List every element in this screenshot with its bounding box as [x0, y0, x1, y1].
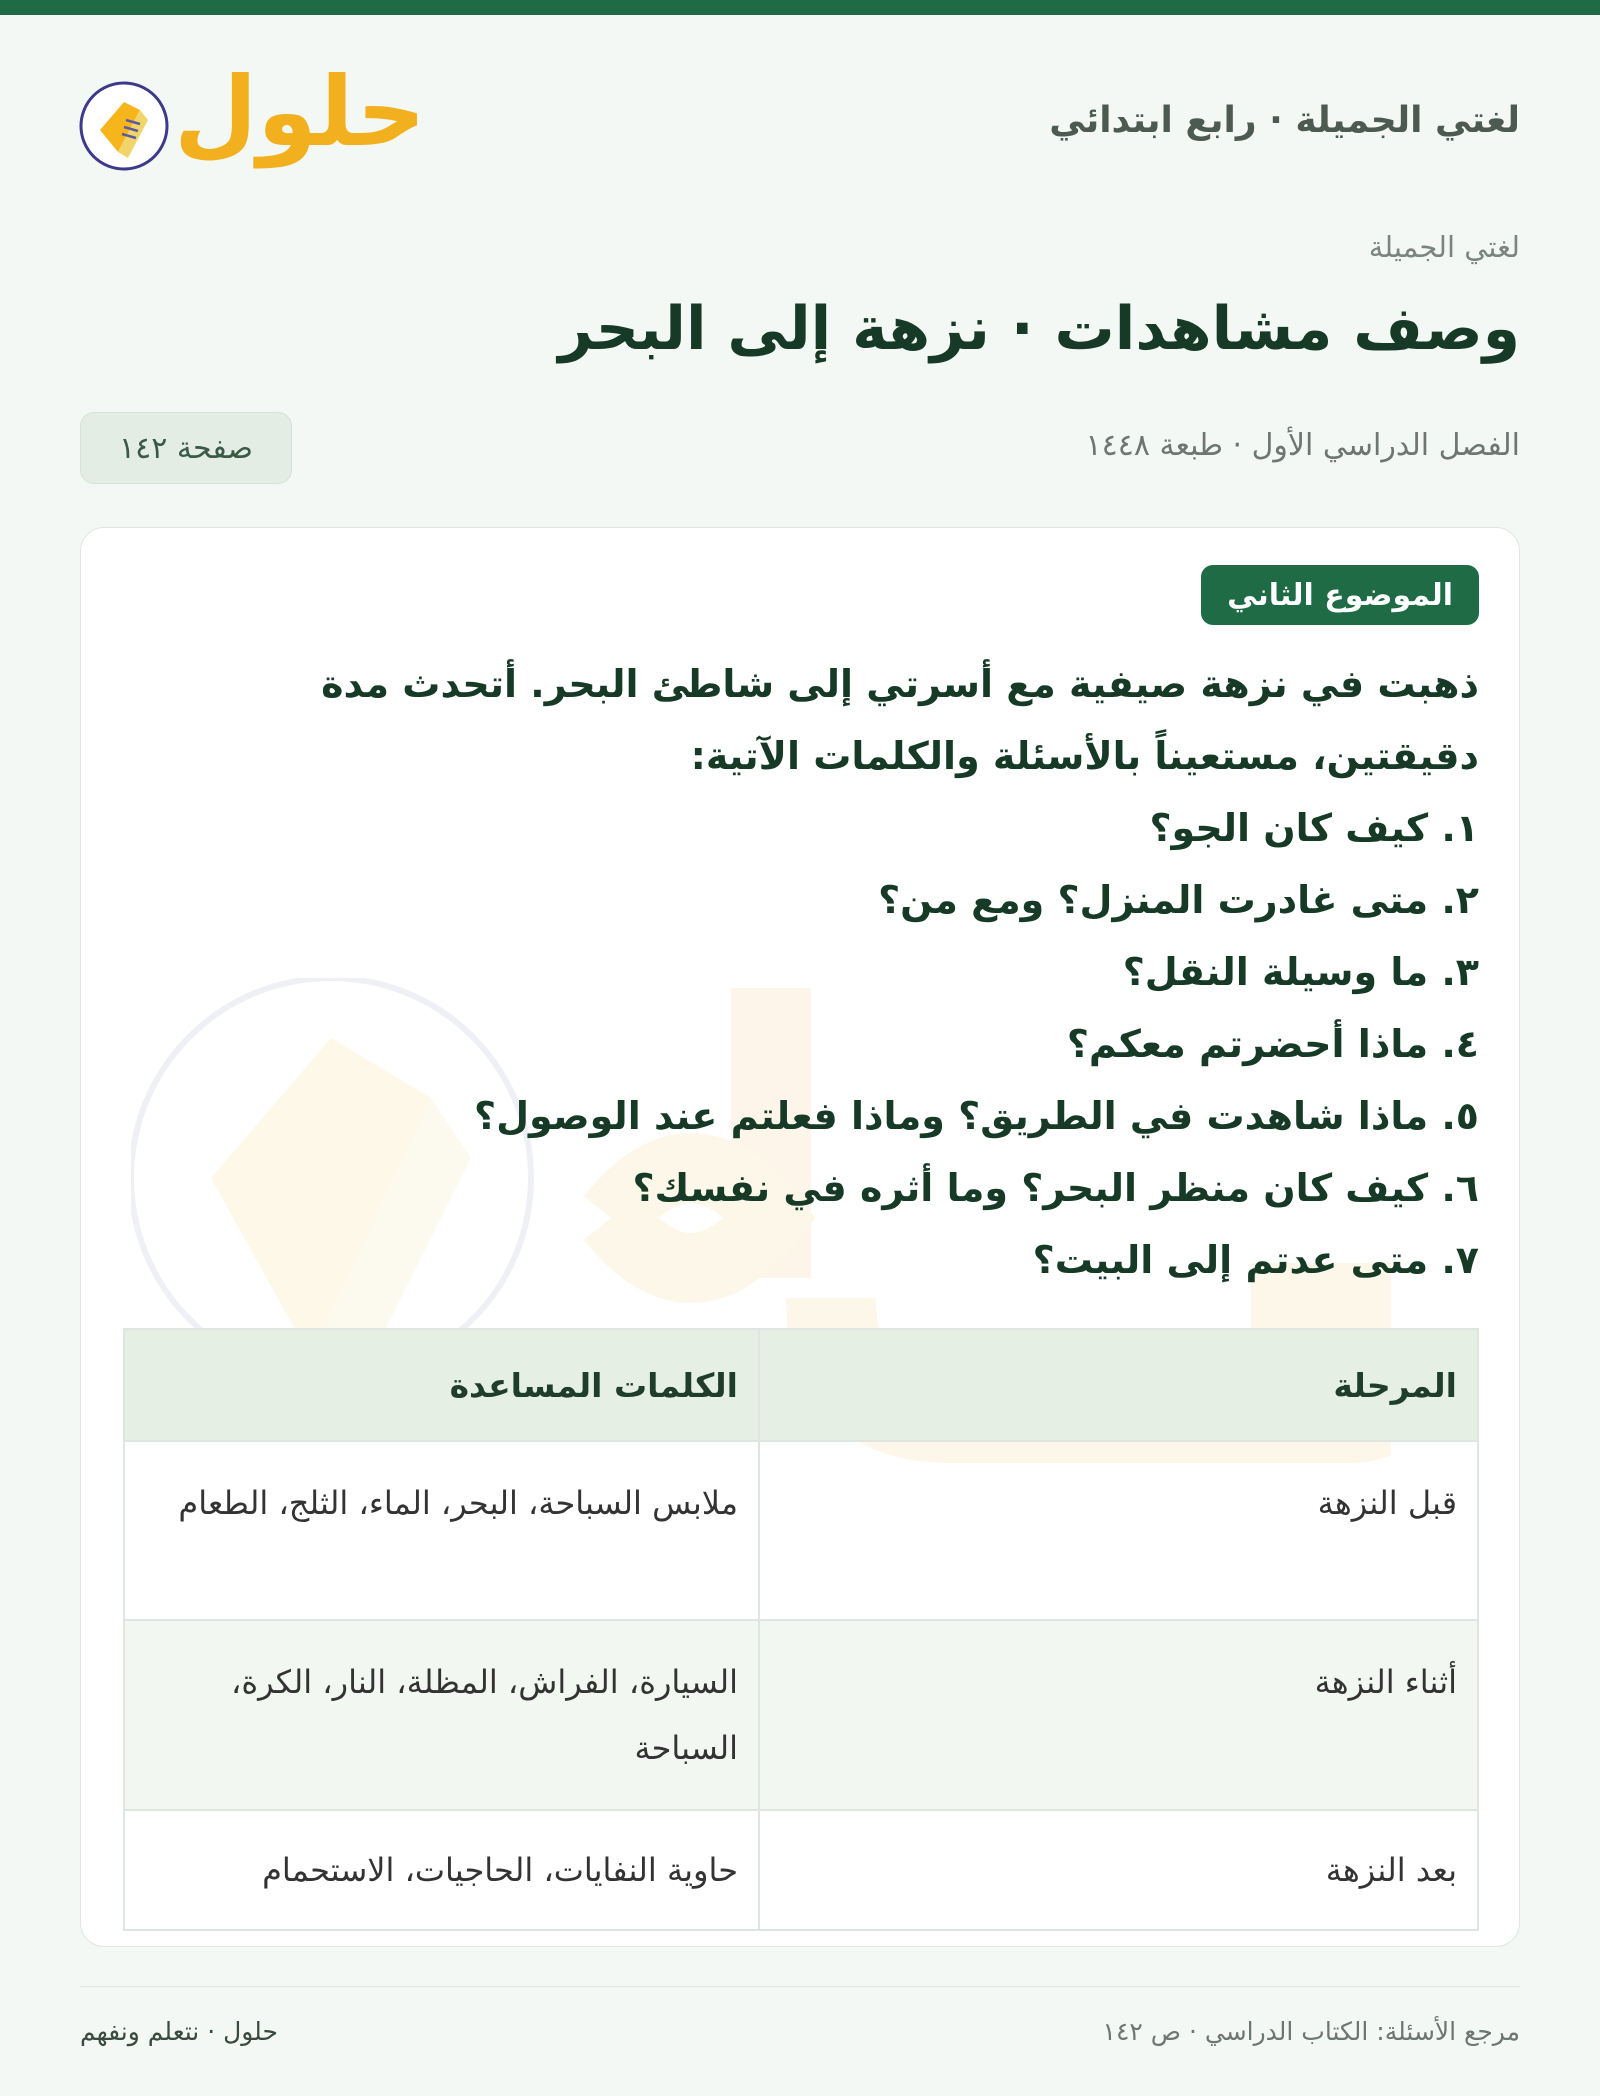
top-accent-bar — [0, 0, 1600, 15]
page-number-badge: صفحة ١٤٢ — [80, 412, 292, 484]
question-item: ٢. متى غادرت المنزل؟ ومع من؟ — [878, 878, 1479, 922]
question-item: ٣. ما وسيلة النقل؟ — [1122, 950, 1479, 994]
words-cell: ملابس السباحة، البحر، الماء، الثلج، الطعام — [124, 1441, 759, 1620]
footer-divider — [80, 1986, 1520, 1987]
site-logo[interactable] — [78, 56, 426, 178]
page-title: وصف مشاهدات · نزهة إلى البحر — [558, 294, 1520, 364]
header-subject: لغتي الجميلة · رابع ابتدائي — [1049, 100, 1520, 141]
footer-brand[interactable]: حلول · نتعلم ونفهم — [80, 2017, 278, 2046]
words-cell: حاوية النفايات، الحاجيات، الاستحمام — [124, 1810, 759, 1930]
breadcrumb[interactable]: لغتي الجميلة — [1368, 230, 1520, 264]
edition-meta: الفصل الدراسي الأول · طبعة ١٤٤٨ — [1085, 428, 1520, 463]
topic-intro: ذهبت في نزهة صيفية مع أسرتي إلى شاطئ البحر. أتحدث مدة دقيقتين، مستعيناً بالأسئلة والكلمات الآتية: — [321, 662, 1479, 778]
column-header-stage: المرحلة — [759, 1329, 1478, 1441]
words-cell: السيارة، الفراش، المظلة، النار، الكرة، السباحة — [124, 1620, 759, 1810]
topic-tag: الموضوع الثاني — [1201, 565, 1479, 625]
topic-card — [80, 527, 1520, 1947]
footer-reference: مرجع الأسئلة: الكتاب الدراسي · ص ١٤٢ — [1102, 2017, 1520, 2046]
question-item: ٧. متى عدتم إلى البيت؟ — [1032, 1238, 1479, 1282]
book-circle-icon — [78, 80, 170, 172]
question-item: ٦. كيف كان منظر البحر؟ وما أثره في نفسك؟ — [632, 1166, 1479, 1210]
logo-wordmark: حلول — [174, 56, 426, 168]
helper-words-table — [123, 1328, 1479, 1931]
question-item: ١. كيف كان الجو؟ — [1149, 806, 1479, 850]
stage-cell: قبل النزهة — [759, 1441, 1478, 1620]
stage-cell: أثناء النزهة — [759, 1620, 1478, 1810]
table-row — [124, 1810, 1478, 1930]
stage-cell: بعد النزهة — [759, 1810, 1478, 1930]
table-row — [124, 1620, 1478, 1810]
column-header-words: الكلمات المساعدة — [124, 1329, 759, 1441]
question-item: ٤. ماذا أحضرتم معكم؟ — [1066, 1022, 1479, 1066]
question-item: ٥. ماذا شاهدت في الطريق؟ وماذا فعلتم عند الوصول؟ — [474, 1094, 1479, 1138]
table-header-row — [124, 1329, 1478, 1441]
question-list — [179, 792, 1479, 1296]
topic-content — [179, 648, 1479, 1296]
table-row — [124, 1441, 1478, 1620]
